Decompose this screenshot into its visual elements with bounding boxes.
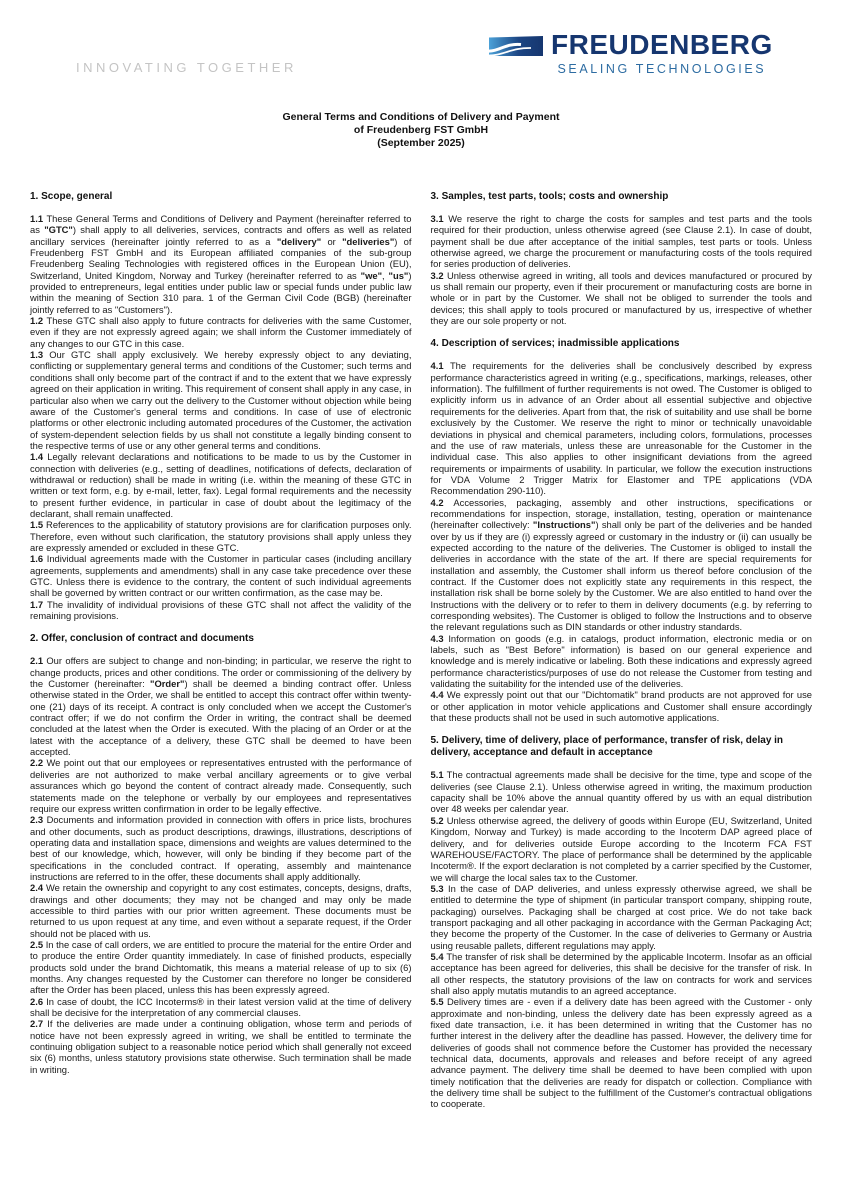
- clause-5.5: 5.5 Delivery times are - even if a delivery date has been agreed with the Customer - only approximate and non-binding, unless the delivery date has been expressly agreed as a fixed date transaction, i.e. it has been determined in writing that the Customer has no further interest in the delivery after the deadline has passed. However, the delivery time for deliveries of goods shall not commence before the Customer has provided the necessary technical data, documents, approvals and releases and before receipt of any agreed advance payment. The delivery time shall be deemed to have been complied with upon timely notification that the deliveries are ready for dispatch or collection. Compliance with the delivery time shall be subject to the fulfillment of the Customer's contractual obligations to cooperate.: [430, 996, 812, 1110]
- clause-number: 4.1: [430, 360, 450, 372]
- clause-4.2: 4.2 Accessories, packaging, assembly and other instructions, specifications or recommendations for inspection, storage, installation, testing, operation or maintenance (hereinafter collectively: "Instructions") shall only be part of the deliveries and be handed over by us if they are (i) expressly agreed or customary in the industry or (ii) can usually be expected according to the nature of the deliveries. The Customer is obliged to install the deliveries in accordance with the state of the art. If there are special requirements for installation and assembly, the Customer shall inform us thereof before conclusion of the contract. If the Customer does not explicitly state any requirements in this respect, the installation risk shall be borne solely by the Customer. We are also entitled to hand over the Instructions with the delivery or to refer to them in delivery documents (e.g. by referring to corresponding websites). The Customer is obliged to follow the Instructions and to observe the relevant regulations such as DIN standards or other industry standards.: [430, 496, 812, 633]
- clause-number: 2.5: [30, 938, 46, 950]
- clause-3.1: 3.1 We reserve the right to charge the costs for samples and test parts and the tools required for their production, unless otherwise agreed (see Clause 2.1). In case of doubt, payment shall be due after acceptance of the initial samples, test parts or tools. Unless otherwise agreed, we charge the procurement or manufacturing costs of the tools required for series production of deliveries.: [430, 213, 812, 270]
- clause-number: 2.7: [30, 1018, 48, 1030]
- clause-5.4: 5.4 The transfer of risk shall be determined by the applicable Incoterm. Insofar as an official acceptance has been agreed for deliveries, this shall be decisive for the transfer of risk. In all other respects, the statutory provisions of the law on contracts for work and services shall also apply mutatis mutandis to an agreed acceptance.: [430, 950, 812, 996]
- clause-2.2: 2.2 We point out that our employees or representatives entrusted with the performance of deliveries are not authorized to make verbal ancillary agreements or to give verbal assurances which go beyond the content of contract already made. Consequently, such statements made on the telephone or verbally by our employees and representatives require our express written confirmation in order to be legally effective.: [30, 757, 412, 814]
- clause-4.1: 4.1 The requirements for the deliveries shall be conclusively described by express performance characteristics agreed in writing (e.g., specifications, markings, releases, other information). The fulfillment of further requirements is not owed. The Customer is obliged to explicitly inform us in advance of an Order about all essential subjective and objective requirements for the deliveries. Apart from that, the risk of suitability and use shall be borne exclusively by the Customer. We reserve the right to minor or technically unavoidable deviations in physical and chemical parameters, including colors, formulations, processes and the use of raw materials, unless these are unreasonable for the Customer in the individual case. This also applies to other insignificant deviations from the agreed requirements or impairments of usability. In particular, we follow the execution instructions for VDA Volume 2 Trigger Matrix for Elastomer and TPE applications (VDA Recommendation 290-110).: [430, 360, 812, 497]
- document-title: [0, 111, 842, 150]
- clause-2.4: 2.4 We retain the ownership and copyright to any cost estimates, concepts, designs, drafts, drawings and other documents; they may not be changed and may only be made accessible to third parties with our prior written agreement. These documents must be returned to us upon request at any time, and even without a separate request, if the Order should not be placed with us.: [30, 882, 412, 939]
- clause-number: 5.2: [430, 814, 447, 826]
- clause-1.2: 1.2 These GTC shall also apply to future contracts for deliveries with the same Customer, even if they are not expressly agreed again; we shall inform the Customer immediately of any changes to our GTC in this case.: [30, 315, 412, 349]
- section-heading: 4. Description of services; inadmissible applications: [430, 338, 680, 350]
- title-line-1: General Terms and Conditions of Delivery and Payment: [282, 111, 560, 123]
- clause-2.7: 2.7 If the deliveries are made under a continuing obligation, whose term and periods of notice have not been expressly agreed in writing, we shall be entitled to terminate the continuing obligation subject to a reasonable notice period which shall generally not exceed six (6) months, unless statutory provisions state otherwise. Such termination shall be made in writing.: [30, 1018, 412, 1075]
- clause-3.2: 3.2 Unless otherwise agreed in writing, all tools and devices manufactured or procured by us shall remain our property, even if their procurement or manufacturing costs are borne in whole or in part by the Customer. We shall not be obliged to surrender the tools and devices; this shall apply to tools procured or manufactured by us, irrespective of whether they are our sole property or not.: [430, 269, 812, 327]
- clause-number: 1.1: [30, 213, 47, 224]
- clause-2.6: 2.6 In case of doubt, the ICC Incoterms® in their latest version valid at the time of delivery shall be decisive for the interpretation of any commercial clauses.: [30, 995, 412, 1019]
- clause-2.1: 2.1 Our offers are subject to change and non-binding; in particular, we reserve the right to change products, prices and other conditions. The order or commissioning of the delivery by the Customer (hereinafter: "Order") shall be deemed a binding contract offer. Unless otherwise stated in the Order, we shall be entitled to accept this contract offer within twenty-one (21) days of its receipt. A contract is only concluded when we accept the Customer's contract offer; if we do not confirm the Order in writing, the contract shall be deemed concluded at the latest when the Order is executed. With the placing of an Order or at the latest with the acceptance of a delivery, these GTC shall be deemed to have been accepted.: [30, 655, 412, 758]
- clause-1.7: 1.7 The invalidity of individual provisions of these GTC shall not affect the validity of the remaining provisions.: [30, 598, 412, 622]
- clause-number: 2.1: [30, 655, 47, 667]
- clause-number: 4.2: [430, 496, 454, 508]
- clause-number: 3.1: [430, 213, 449, 224]
- clause-number: 2.3: [30, 814, 47, 826]
- left-column: [30, 191, 412, 1110]
- clause-1.3: 1.3 Our GTC shall apply exclusively. We hereby expressly object to any deviating, conflicting or supplementary general terms and conditions of the Customer; such terms and conditions shall only become part of the contract if and to the extent that we have expressly agreed on their application in writing. This requirement of consent shall apply in any case, in particular also when we carry out the delivery to the Customer without objection while being aware of the Customer's general terms and conditions. In case of use of electronic platforms or other electronic including automated procedures of the Customer, the activation of system-dependent selection fields by us shall not constitute a legally binding consent to the respective terms of use or any other general terms and conditions.: [30, 349, 412, 451]
- brand-name: FREUDENBERG: [551, 29, 773, 60]
- right-column: [431, 191, 813, 1110]
- title-line-2: of Freudenberg FST GmbH: [353, 124, 489, 136]
- two-column-body: [30, 191, 812, 1110]
- clause-number: 2.2: [30, 757, 47, 769]
- clause-1.4: 1.4 Legally relevant declarations and notifications to be made to us by the Customer in connection with deliveries (e.g., setting of deadlines, notifications of defects, declaration of withdrawal or reduction) shall be made in writing (i.e. within the meaning of these GTC in written or text form, e.g. by e-mail, letter, fax). Legal formal requirements and the necessity to present further evidence, in particular in case of doubt about the legitimacy of the declarant, shall remain unaffected.: [30, 451, 412, 519]
- section-heading: 2. Offer, conclusion of contract and documents: [30, 633, 254, 645]
- clause-number: 5.5: [430, 996, 447, 1008]
- tagline: INNOVATING TOGETHER: [76, 60, 297, 75]
- clause-number: 1.2: [30, 315, 47, 327]
- clause-4.4: 4.4 We expressly point out that our "Dichtomatik" brand products are not approved for use or other application in motor vehicle applications and Customer shall ensure accordingly that these products shall not be used in such automotive applications.: [430, 689, 812, 724]
- section-heading: 1. Scope, general: [30, 191, 113, 202]
- clause-5.1: 5.1 The contractual agreements made shall be decisive for the time, type and scope of the deliveries (see Clause 2.1). Unless otherwise agreed in writing, the maximum production capacity shall be 10% above the annual quantity offered by us with an equal distribution over 48 weeks per calendar year.: [430, 769, 812, 815]
- section-heading: 3. Samples, test parts, tools; costs and ownership: [430, 191, 669, 202]
- clause-5.2: 5.2 Unless otherwise agreed, the delivery of goods within Europe (EU, Switzerland, United Kingdom, Norway and Turkey) is made according to the Incoterm DAP agreed place of delivery, and for deliveries outside Europe according to the Incoterm FCA FST WAREHOUSE/FACTORY. The place of performance shall be determined by the applicable Incoterm®. If the export declaration is not completed by a carrier specified by the Customer, we will charge the local sales tax to the Customer.: [430, 814, 813, 883]
- clause-number: 1.6: [30, 553, 47, 565]
- clause-number: 4.3: [430, 632, 449, 644]
- clause-number: 5.4: [430, 950, 447, 962]
- clause-2.5: 2.5 In the case of call orders, we are entitled to procure the material for the entire Order and to produce the entire Order quantity immediately. In case of finished products, especially products sold under the brand Dichtomatik, this means a material release of up to six (6) months. Any changes requested by the Customer can therefore no longer be considered after the Order has been placed, unless this has been expressly agreed.: [30, 938, 412, 996]
- clause-number: 1.4: [30, 451, 48, 463]
- clause-number: 3.2: [430, 269, 447, 281]
- clause-number: 5.1: [430, 769, 447, 781]
- freudenberg-flag-icon: [489, 36, 543, 56]
- brand-subtitle: SEALING TECHNOLOGIES: [557, 62, 767, 77]
- clause-number: 5.3: [430, 882, 449, 894]
- section-heading: 5. Delivery, time of delivery, place of performance, transfer of risk, delay in delivery, acceptance and default in acceptance: [430, 735, 784, 759]
- clause-4.3: 4.3 Information on goods (e.g. in catalogs, product information, electronic media or on labels, such as "Best Before" information) is based on our general experience and knowledge and is merely indicative or labeling. Both these indications and expressly agreed performance characteristics/purposes of use do not release the Customer from testing and validating the suitability for the intended use of the deliveries.: [430, 632, 812, 690]
- title-line-3: (September 2025): [377, 137, 465, 149]
- clause-number: 4.4: [430, 689, 447, 701]
- clause-2.3: 2.3 Documents and information provided in connection with offers in price lists, brochures and other documents, such as product descriptions, drawings, illustrations, descriptions of operating data and installation space, dimensions and weights are values determined to the best of our knowledge, which, however, will only be binding if they become part of the specifications in the concluded contract. If operating, assembly and maintenance instructions are referred to in the offer, these documents shall apply additionally.: [30, 814, 412, 882]
- clause-number: 1.5: [30, 519, 47, 531]
- clause-number: 2.6: [30, 995, 47, 1007]
- clause-number: 2.4: [30, 882, 46, 894]
- clause-1.1: 1.1 These General Terms and Conditions of Delivery and Payment (hereinafter referred to as "GTC") shall apply to all deliveries, services, contracts and offers as well as related ancillary services (hereinafter jointly referred to as a "delivery" or "deliveries") of Freudenberg FST GmbH and its European affiliated companies of the sub-group Freudenberg Sealing Technologies with registered offices in the European Union (EU), Switzerland, United Kingdom, Norway and Turkey (hereinafter referred to as "we", "us") provided to entrepreneurs, legal entities under public law or special funds under public law within the meaning of Section 310 para. 1 of the German Civil Code (BGB) (hereinafter jointly referred to as "Customers").: [30, 213, 412, 315]
- clause-number: 1.7: [30, 598, 47, 610]
- freudenberg-logo: [489, 30, 773, 76]
- clause-5.3: 5.3 In the case of DAP deliveries, and unless expressly otherwise agreed, we shall be entitled to determine the type of shipment (in particular transport company, shipping route, packaging) ourselves. Packaging shall be charged at cost price. We do not take back transport packaging and all other packaging in accordance with the German Packaging Act; they become the property of the Customer. In the case of deliveries to Germany or Austria using reusable pallets, different regulations may apply.: [430, 882, 812, 951]
- clause-1.5: 1.5 References to the applicability of statutory provisions are for clarification purposes only. Therefore, even without such clarification, the statutory provisions shall apply unless they are expressly amended or excluded in these GTC.: [30, 519, 412, 553]
- clause-1.6: 1.6 Individual agreements made with the Customer in particular cases (including ancillary agreements, supplements and amendments) shall in any case take precedence over these GTC. Unless there is evidence to the contrary, the content of such individual agreements shall be governed by written contract or our written confirmation, as the case may be.: [30, 553, 412, 599]
- brand-text: [551, 30, 773, 76]
- clause-number: 1.3: [30, 349, 50, 361]
